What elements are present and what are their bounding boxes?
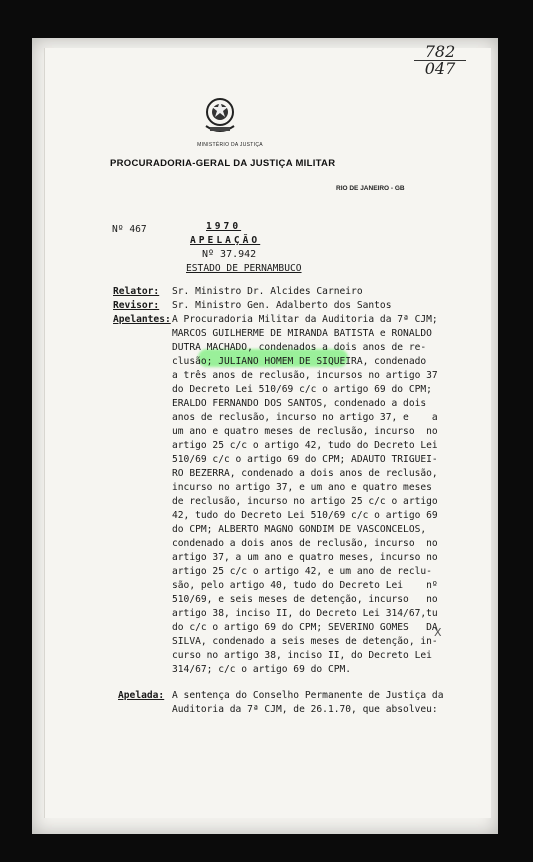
- page-number-bottom: 047: [414, 60, 466, 76]
- handwritten-page-number: [414, 44, 466, 76]
- text-line: curso no artigo 38, inciso II, do Decreto Lei: [172, 650, 432, 661]
- text-line: clusão; JULIANO HOMEM DE SIQUEIRA, condenado: [172, 356, 427, 367]
- text-line: anos de reclusão, incurso no artigo 37, e a: [172, 412, 438, 423]
- document-number: Nº 467: [112, 224, 147, 235]
- revisor-label: Revisor:: [113, 300, 160, 311]
- text-line: artigo 25 c/c o artigo 42, tudo do Decreto Lei: [172, 440, 438, 451]
- page-number-top: 782: [424, 42, 456, 61]
- text-line: artigo 38, inciso II, do Decreto Lei 314/67,tu: [172, 608, 438, 619]
- city-label: RIO DE JANEIRO - GB: [336, 185, 405, 192]
- text-line: do c/c o artigo 69 do CPM; SEVERINO GOMES DA: [172, 622, 438, 633]
- text-line: de reclusão, incurso no artigo 25 c/c o artigo: [172, 496, 438, 507]
- text-line: do CPM; ALBERTO MAGNO GONDIM DE VASCONCELOS,: [172, 524, 427, 535]
- text-line: 314/67; c/c o artigo 69 do CPM.: [172, 664, 352, 675]
- text-line: condenado a dois anos de reclusão, incurso no: [172, 538, 438, 549]
- apelantes-label: Apelantes:: [113, 314, 171, 325]
- text-line: 42, tudo do Decreto Lei 510/69 c/c o artigo 69: [172, 510, 438, 521]
- margin-mark: X: [434, 626, 442, 639]
- text-line: 510/69 c/c o artigo 69 do CPM; ADAUTO TRIGUEI-: [172, 454, 438, 465]
- text-line: DUTRA MACHADO, condenados a dois anos de re-: [172, 342, 427, 353]
- apelada-label: Apelada:: [118, 690, 165, 701]
- text-line: artigo 37, a um ano e quatro meses, incurso no: [172, 552, 438, 563]
- agency-title: PROCURADORIA-GERAL DA JUSTIÇA MILITAR: [110, 158, 336, 169]
- relator-label: Relator:: [113, 286, 160, 297]
- text-line: são, pelo artigo 40, tudo do Decreto Lei nº: [172, 580, 438, 591]
- coat-of-arms-emblem: [202, 96, 238, 136]
- document-year: 1970: [206, 221, 242, 232]
- text-line: SILVA, condenado a seis meses de detenção, in-: [172, 636, 438, 647]
- text-line: Auditoria da 7ª CJM, de 26.1.70, que absolveu:: [172, 704, 438, 715]
- text-line: 510/69, e seis meses de detenção, incurso no: [172, 594, 438, 605]
- text-line: MARCOS GUILHERME DE MIRANDA BATISTA e RONALDO: [172, 328, 432, 339]
- text-line: do Decreto Lei 510/69 c/c o artigo 69 do CPM;: [172, 384, 432, 395]
- appeal-number: Nº 37.942: [202, 249, 257, 260]
- text-line: a três anos de reclusão, incursos no artigo 37: [172, 370, 438, 381]
- text-line: artigo 25 c/c o artigo 42, e um ano de reclu-: [172, 566, 432, 577]
- relator-value: Sr. Ministro Dr. Alcides Carneiro: [172, 286, 363, 297]
- revisor-value: Sr. Ministro Gen. Adalberto dos Santos: [172, 300, 392, 311]
- text-line: um ano e quatro meses de reclusão, incurso no: [172, 426, 438, 437]
- ministry-label: MINISTÉRIO DA JUSTIÇA: [197, 142, 263, 148]
- text-line: RO BEZERRA, condenado a dois anos de reclusão,: [172, 468, 438, 479]
- text-line: A sentença do Conselho Permanente de Justiça da: [172, 690, 444, 701]
- state-name: ESTADO DE PERNAMBUCO: [186, 263, 302, 274]
- document-type: APELAÇÃO: [190, 235, 261, 246]
- text-line: incurso no artigo 37, e um ano e quatro meses: [172, 482, 432, 493]
- text-line: ERALDO FERNANDO DOS SANTOS, condenado a dois: [172, 398, 427, 409]
- text-line: A Procuradoria Militar da Auditoria da 7ª CJM;: [172, 314, 438, 325]
